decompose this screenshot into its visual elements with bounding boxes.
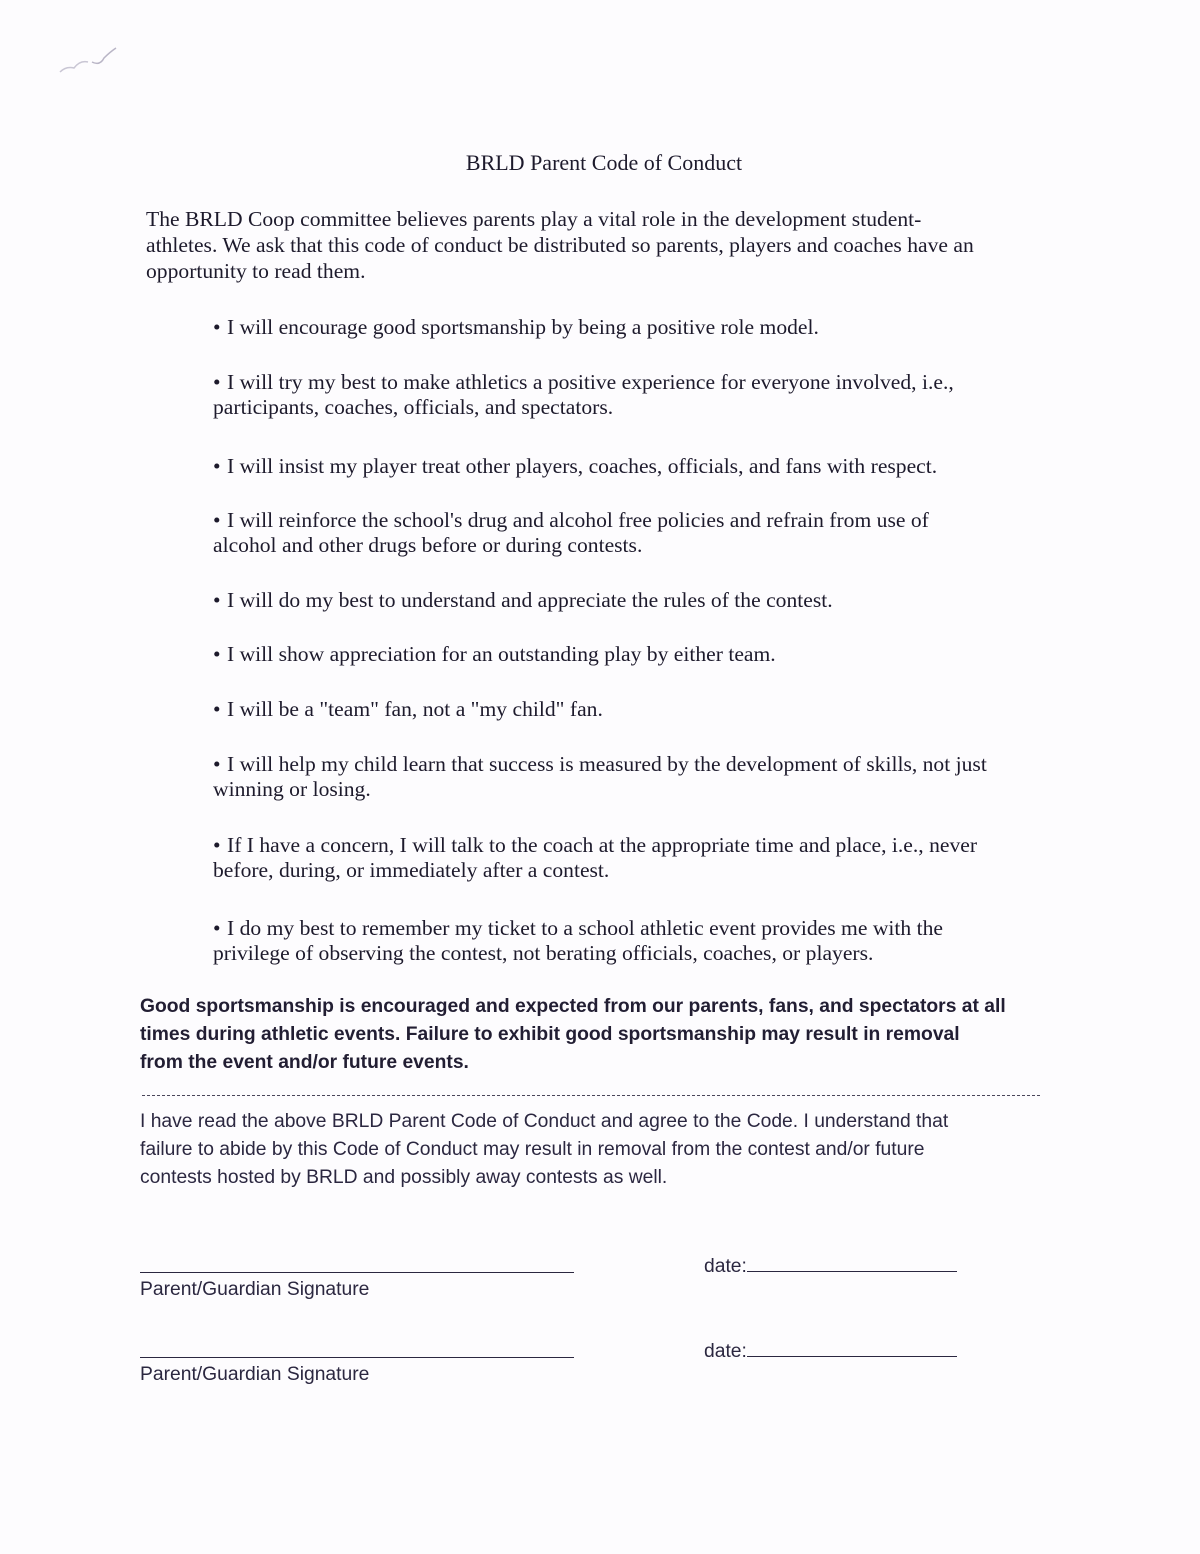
statement-line: from the event and/or future events. (140, 1052, 469, 1073)
bullet-icon: • (213, 916, 221, 940)
bullet-icon: • (213, 833, 221, 857)
intro-line: The BRLD Coop committee believes parents play a vital role in the development student- (146, 207, 922, 231)
pledge-text: I will encourage good sportsmanship by being a positive role model. (227, 315, 819, 339)
date-label-2: date: (704, 1341, 747, 1362)
pledge-line (213, 454, 1073, 479)
document-title: BRLD Parent Code of Conduct (465, 150, 743, 175)
pledge-line (213, 588, 1073, 613)
pledge-item (213, 508, 1073, 558)
agreement-line: failure to abide by this Code of Conduct may result in removal from the contest and/or future (140, 1139, 925, 1160)
pledge-line (213, 508, 1073, 533)
agreement-line: contests hosted by BRLD and possibly away contests as well. (140, 1167, 668, 1188)
date-blank-1[interactable] (747, 1253, 957, 1272)
signature-line-2[interactable] (140, 1357, 574, 1358)
sportsmanship-statement (140, 993, 1080, 1077)
pledge-text: I will show appreciation for an outstanding play by either team. (227, 642, 776, 666)
pledge-item (213, 588, 1073, 613)
bullet-icon: • (213, 370, 221, 394)
pledge-item (213, 454, 1073, 479)
pledge-line (213, 916, 1073, 941)
bullet-icon: • (213, 697, 221, 721)
pledge-text: I will help my child learn that success is measured by the development of skills, not just (227, 752, 987, 776)
pledge-item (213, 916, 1073, 966)
scan-smudge-mark (58, 42, 128, 82)
statement-line: times during athletic events. Failure to exhibit good sportsmanship may result in removal (140, 1024, 960, 1045)
intro-line: athletes. We ask that this code of conduct be distributed so parents, players and coaches have an (146, 233, 974, 257)
pledge-text: I will reinforce the school's drug and alcohol free policies and refrain from use of (227, 508, 929, 532)
pledge-line (213, 315, 1073, 340)
pledge-line: before, during, or immediately after a contest. (213, 858, 610, 882)
signature-label-1: Parent/Guardian Signature (140, 1279, 370, 1300)
pledge-line: alcohol and other drugs before or during contests. (213, 533, 643, 557)
pledge-text: If I have a concern, I will talk to the coach at the appropriate time and place, i.e., never (227, 833, 978, 857)
bullet-icon: • (213, 752, 221, 776)
date-label-1: date: (704, 1256, 747, 1277)
agreement-line: I have read the above BRLD Parent Code of Conduct and agree to the Code. I understand that (140, 1111, 949, 1132)
pledge-line (213, 833, 1073, 858)
pledge-line: winning or losing. (213, 777, 371, 801)
pledge-line: privilege of observing the contest, not berating officials, coaches, or players. (213, 941, 874, 965)
signature-label-2: Parent/Guardian Signature (140, 1364, 370, 1385)
statement-line: Good sportsmanship is encouraged and expected from our parents, fans, and spectators at all (140, 996, 1006, 1017)
dashed-divider (142, 1095, 1040, 1096)
pledge-line (213, 642, 1073, 667)
bullet-icon: • (213, 588, 221, 612)
pledge-item (213, 370, 1073, 420)
bullet-icon: • (213, 508, 221, 532)
bullet-icon: • (213, 315, 221, 339)
bullet-icon: • (213, 642, 221, 666)
signature-line-1[interactable] (140, 1272, 574, 1273)
pledge-text: I will try my best to make athletics a positive experience for everyone involved, i.e., (227, 370, 954, 394)
intro-paragraph (146, 206, 1066, 284)
pledge-line (213, 752, 1073, 777)
pledge-item (213, 315, 1073, 340)
pledge-text: I will be a "team" fan, not a "my child" fan. (227, 697, 603, 721)
date-field-1[interactable] (704, 1253, 957, 1278)
date-blank-2[interactable] (747, 1338, 957, 1357)
pledge-text: I will do my best to understand and appreciate the rules of the contest. (227, 588, 833, 612)
pledge-item (213, 752, 1073, 802)
pledge-item (213, 833, 1073, 883)
intro-line: opportunity to read them. (146, 259, 366, 283)
pledge-line (213, 370, 1073, 395)
pledge-item (213, 697, 1073, 722)
pledge-line: participants, coaches, officials, and spectators. (213, 395, 614, 419)
bullet-icon: • (213, 454, 221, 478)
pledge-text: I do my best to remember my ticket to a school athletic event provides me with the (227, 916, 943, 940)
agreement-paragraph (140, 1108, 1080, 1192)
pledge-text: I will insist my player treat other players, coaches, officials, and fans with respect. (227, 454, 938, 478)
date-field-2[interactable] (704, 1338, 957, 1363)
pledge-line (213, 697, 1073, 722)
pledge-item (213, 642, 1073, 667)
